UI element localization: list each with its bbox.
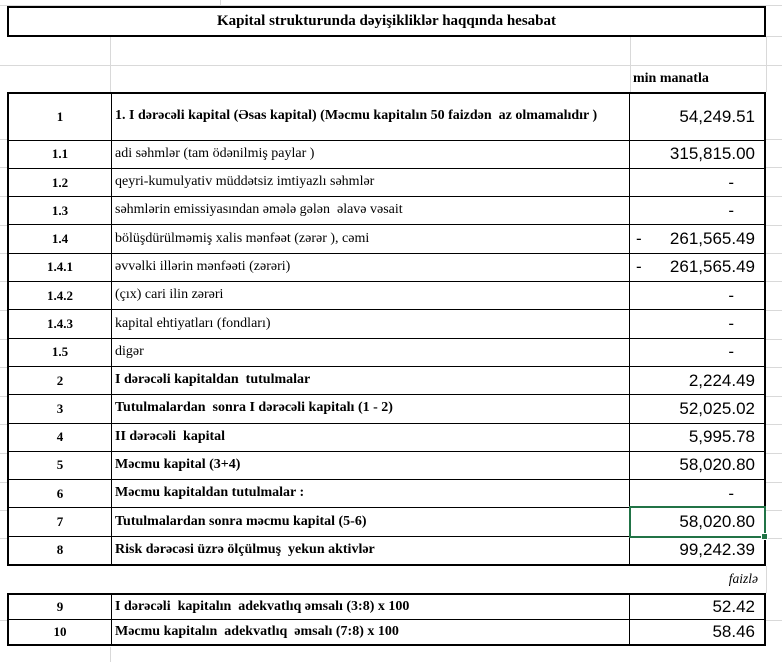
row-value-cell[interactable]: 58.46	[712, 622, 755, 641]
gridline	[0, 167, 7, 168]
gridline	[766, 36, 782, 37]
row-number-cell[interactable]: 9	[9, 595, 112, 619]
row-value-cell[interactable]: -	[728, 200, 734, 220]
row-number-cell[interactable]: 10	[9, 620, 112, 644]
negative-sign: -	[636, 229, 642, 249]
row-label-cell[interactable]: səhmlərin emissiyasından əmələ gələn əlavə vəsait	[112, 197, 630, 224]
row-label-cell[interactable]: kapital ehtiyatları (fondları)	[112, 310, 630, 337]
row-value-cell[interactable]: 315,815.00	[669, 144, 755, 164]
row-number-cell[interactable]: 8	[9, 537, 112, 564]
gridline	[766, 253, 782, 254]
report-title-box[interactable]	[7, 6, 766, 37]
gridline	[0, 538, 7, 539]
table-row	[9, 394, 764, 422]
table-row	[9, 281, 764, 309]
row-number-cell[interactable]: 1.4.2	[9, 282, 112, 309]
gridline	[0, 367, 7, 368]
gridline	[0, 196, 7, 197]
gridline	[766, 225, 782, 226]
row-label-cell[interactable]: (çıx) cari ilin zərəri	[112, 282, 630, 309]
gridline	[766, 37, 767, 92]
gridline	[766, 620, 782, 621]
row-label-cell[interactable]: II dərəcəli kapital	[112, 424, 630, 451]
row-number-cell[interactable]: 4	[9, 424, 112, 451]
gridline	[766, 538, 782, 539]
gridline	[0, 620, 7, 621]
gridline	[766, 139, 782, 140]
gridline	[766, 281, 782, 282]
gridline	[0, 396, 7, 397]
row-number-cell[interactable]: 3	[9, 395, 112, 422]
row-label-cell[interactable]: Risk dərəcəsi üzrə ölçülmuş yekun aktivlər	[112, 537, 630, 564]
table-row	[9, 196, 764, 224]
row-number-cell[interactable]: 1.2	[9, 169, 112, 196]
table-row	[9, 619, 764, 644]
negative-sign: -	[636, 257, 642, 277]
gridline	[766, 396, 782, 397]
row-value-cell[interactable]: 5,995.78	[688, 427, 755, 447]
row-value-cell[interactable]: -	[728, 314, 734, 333]
gridline	[766, 424, 782, 425]
table-row	[9, 309, 764, 337]
row-number-cell[interactable]: 6	[9, 480, 112, 507]
gridline	[766, 167, 782, 168]
row-number-cell[interactable]: 1	[9, 94, 112, 140]
row-label-cell[interactable]: Məcmu kapital (3+4)	[112, 452, 630, 479]
adequacy-table	[7, 593, 766, 646]
gridline	[0, 281, 7, 282]
gridline	[766, 339, 782, 340]
table-row	[9, 451, 764, 479]
gridline	[766, 196, 782, 197]
table-row	[9, 536, 764, 564]
row-value-cell[interactable]: -	[728, 342, 734, 362]
row-number-cell[interactable]: 1.4.1	[9, 254, 112, 281]
capital-table	[7, 92, 766, 566]
row-label-cell[interactable]: əvvəlki illərin mənfəəti (zərəri)	[112, 254, 630, 281]
row-label-cell[interactable]: 1. I dərəcəli kapital (Əsas kapital) (Məcmu kapitalın 50 faizdən az olmamalıdır )	[112, 94, 630, 140]
row-label-cell[interactable]: I dərəcəli kapitalın adekvatlıq əmsalı (3:8) x 100	[112, 595, 630, 619]
gridline	[0, 253, 7, 254]
row-number-cell[interactable]: 1.4	[9, 225, 112, 252]
table-row	[9, 168, 764, 196]
table-row	[9, 479, 764, 507]
report-title: Kapital strukturunda dəyişikliklər haqqında hesabat	[217, 13, 556, 29]
gridline	[0, 510, 7, 511]
table-row	[9, 224, 764, 252]
gridline	[0, 139, 7, 140]
gridline	[766, 367, 782, 368]
table-row	[9, 595, 764, 619]
table-row	[9, 94, 764, 140]
row-value-cell[interactable]: 58,020.80	[679, 455, 755, 475]
row-value-cell[interactable]	[630, 254, 764, 281]
row-value-cell[interactable]: -	[728, 172, 734, 192]
table-row	[9, 140, 764, 168]
row-value: 261,565.49	[669, 229, 755, 249]
gridline	[0, 310, 7, 311]
selection-fill-handle[interactable]	[761, 533, 768, 540]
table-row	[9, 507, 764, 535]
percent-label[interactable]: faizlə	[728, 571, 758, 586]
row-number-cell[interactable]: 1.4.3	[9, 310, 112, 337]
gridline	[0, 424, 7, 425]
gridline	[766, 310, 782, 311]
table-row	[9, 253, 764, 281]
gridline	[110, 647, 111, 662]
row-value-cell[interactable]: -	[728, 483, 734, 503]
row-label-cell[interactable]: digər	[112, 339, 630, 366]
row-label-cell[interactable]: Məcmu kapitalın adekvatlıq əmsalı (7:8) x 100	[112, 620, 630, 644]
row-label-cell[interactable]: I dərəcəli kapitaldan tutulmalar	[112, 367, 630, 394]
gridline	[766, 510, 782, 511]
gridline	[630, 37, 631, 92]
row-label-cell[interactable]: Məcmu kapitaldan tutulmalar :	[112, 480, 630, 507]
table-row	[9, 423, 764, 451]
unit-label[interactable]: min manatla	[633, 71, 709, 86]
table-row	[9, 366, 764, 394]
gridline	[110, 37, 111, 92]
table-row	[9, 338, 764, 366]
row-number-cell[interactable]: 7	[9, 508, 112, 535]
row-number-cell[interactable]: 1.3	[9, 197, 112, 224]
row-value-cell[interactable]: 54,249.51	[679, 106, 755, 126]
gridline	[0, 453, 7, 454]
row-label-cell[interactable]: bölüşdürülməmiş xalis mənfəət (zərər ), cəmi	[112, 225, 630, 252]
row-value-cell[interactable]	[630, 225, 764, 252]
row-value-cell[interactable]: 99,242.39	[679, 540, 755, 560]
row-number-cell[interactable]: 1.5	[9, 339, 112, 366]
row-value-cell[interactable]: 52.42	[712, 597, 755, 616]
row-value-cell[interactable]: 2,224.49	[688, 370, 755, 390]
row-number-cell[interactable]: 5	[9, 452, 112, 479]
gridline	[766, 453, 782, 454]
row-value: 261,565.49	[669, 257, 755, 277]
row-number-cell[interactable]: 2	[9, 367, 112, 394]
row-number-cell[interactable]: 1.1	[9, 141, 112, 168]
gridline	[0, 482, 7, 483]
row-label-cell[interactable]: Tutulmalardan sonra I dərəcəli kapitalı (1 - 2)	[112, 395, 630, 422]
gridline	[766, 482, 782, 483]
selected-value-cell[interactable]: 58,020.80	[630, 508, 764, 535]
gridline	[0, 339, 7, 340]
row-value-cell[interactable]: -	[728, 285, 734, 305]
row-label-cell[interactable]: qeyri-kumulyativ müddətsiz imtiyazlı səhmlər	[112, 169, 630, 196]
row-label-cell[interactable]: adi səhmlər (tam ödənilmiş paylar )	[112, 141, 630, 168]
row-label-cell[interactable]: Tutulmalardan sonra məcmu kapital (5-6)	[112, 508, 630, 535]
row-value-cell[interactable]: 52,025.02	[679, 398, 755, 418]
gridline	[0, 225, 7, 226]
gridline	[766, 566, 767, 593]
